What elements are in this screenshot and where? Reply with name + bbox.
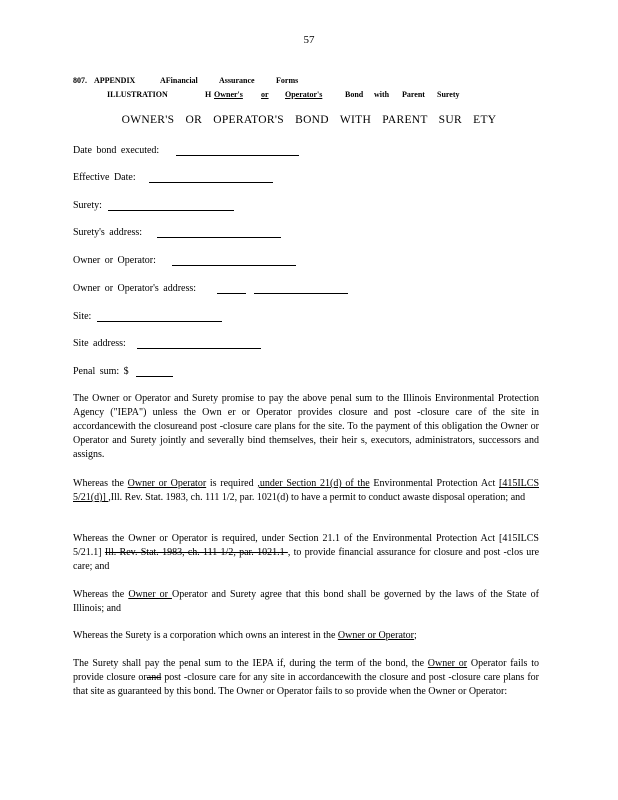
header-or: or bbox=[261, 90, 269, 99]
p3-struck-citation: Ill. Rev. Stat. 1983, ch. 111 1/2, par. 1021.1 bbox=[104, 547, 288, 558]
date-bond-line[interactable] bbox=[176, 155, 299, 156]
paragraph-whereas-corporation bbox=[73, 629, 539, 643]
surety-address-line[interactable] bbox=[157, 237, 281, 238]
owner-operator-line[interactable] bbox=[172, 265, 296, 266]
p3-c: , to provide financial assurance for closure and post -clos ure care; and bbox=[73, 547, 540, 572]
paragraph-promise bbox=[73, 392, 539, 462]
header-with: with bbox=[374, 90, 390, 99]
header-parent: Parent bbox=[402, 90, 425, 99]
surety-label: Surety: bbox=[73, 200, 102, 211]
owner-operator-label: Owner or Operator: bbox=[73, 255, 156, 266]
penal-sum-label: Penal sum: $ bbox=[73, 366, 129, 377]
header-afinancial: AFinancial bbox=[160, 76, 198, 85]
header-operators: Operator's bbox=[285, 90, 323, 99]
p6-struck-and: and bbox=[146, 672, 162, 683]
header-bond: Bond bbox=[345, 90, 364, 99]
paragraph-whereas-assurance bbox=[73, 532, 539, 574]
effective-date-label: Effective Date: bbox=[73, 172, 136, 183]
page-number: 57 bbox=[303, 34, 315, 46]
p5-owner-operator: Owner or Operator bbox=[337, 630, 415, 641]
form-title: OWNER'S OR OPERATOR'S BOND WITH PARENT SUR ETY bbox=[121, 114, 497, 126]
p4-c: Operator and Surety agree that this bond shall be governed by the laws of the State of Illinois; and bbox=[73, 589, 539, 614]
penal-sum-line[interactable] bbox=[136, 376, 173, 377]
p2-g: ,Ill. Rev. Stat. 1983, ch. 111 1/2, par. 1021(d) to have a permit to conduct awaste disposal operation; and bbox=[108, 492, 526, 503]
owner-operator-address-line-a[interactable] bbox=[217, 293, 246, 294]
header-surety: Surety bbox=[437, 90, 460, 99]
header-owners: Owner's bbox=[214, 90, 243, 99]
header-appendix: APPENDIX bbox=[94, 76, 136, 85]
p3-a: Whereas the Owner or Operator is required, under Section 21.1 of the Environmental Protection Act [415ILCS 5/21.1] bbox=[73, 533, 539, 558]
header-assurance: Assurance bbox=[219, 76, 255, 85]
p6-owner-or: Owner or bbox=[427, 658, 468, 669]
p2-ilcs-ref: [415ILCS 5/21(d)] bbox=[73, 478, 539, 503]
effective-date-line[interactable] bbox=[149, 182, 273, 183]
header-illustration: ILLUSTRATION bbox=[107, 90, 168, 99]
site-label: Site: bbox=[73, 311, 92, 322]
p5-c: ; bbox=[414, 630, 417, 641]
p5-a: Whereas the Surety is a corporation which owns an interest in the bbox=[73, 630, 338, 641]
date-bond-label: Date bond executed: bbox=[73, 145, 160, 156]
p2-c: is required bbox=[206, 478, 258, 489]
p2-a: Whereas the bbox=[73, 478, 128, 489]
p2-e: Environmental Protection Act bbox=[369, 478, 499, 489]
p2-section-ref: ,under Section 21(d) of the bbox=[257, 478, 370, 489]
site-line[interactable] bbox=[97, 321, 222, 322]
surety-address-label: Surety's address: bbox=[73, 227, 143, 238]
site-address-line[interactable] bbox=[137, 348, 261, 349]
paragraph-whereas-permit bbox=[73, 477, 539, 505]
header-forms: Forms bbox=[276, 76, 299, 85]
p6-c: Operator fails to provide closure or bbox=[73, 658, 539, 683]
p6-e: post -closure care for any site in accordancewith the closure and post -closure care plans for that site as guaranteed by this bond. The Owner or Operator fails to so provide when the Owner or Operator: bbox=[73, 672, 539, 697]
header-h: H bbox=[205, 90, 212, 99]
p6-a: The Surety shall pay the penal sum to the IEPA if, during the term of the bond, the bbox=[73, 658, 428, 669]
p4-owner-or: Owner or bbox=[128, 589, 172, 600]
owner-operator-address-label: Owner or Operator's address: bbox=[73, 283, 197, 294]
site-address-label: Site address: bbox=[73, 338, 126, 349]
paragraph-whereas-laws bbox=[73, 588, 539, 616]
paragraph-promise-text: The Owner or Operator and Surety promise to pay the above penal sum to the Illinois Environmental Protection Agency ("IEPA") unless the Own er or Operator provides closure and post -closure care of the site in accordancewith the closureand post -closure care plans for the site. To the payment of this obligation the Owner or Operator and Surety jointly and severally bind themselves, their heir s, executors, administrators, successors and assigns. bbox=[73, 393, 539, 460]
owner-operator-address-line-b[interactable] bbox=[254, 293, 348, 294]
surety-line[interactable] bbox=[108, 210, 234, 211]
p2-owner-operator: Owner or Operator bbox=[127, 478, 207, 489]
header-section-number: 807. bbox=[73, 76, 87, 85]
paragraph-surety-shall-pay bbox=[73, 657, 539, 699]
p4-a: Whereas the bbox=[73, 589, 129, 600]
